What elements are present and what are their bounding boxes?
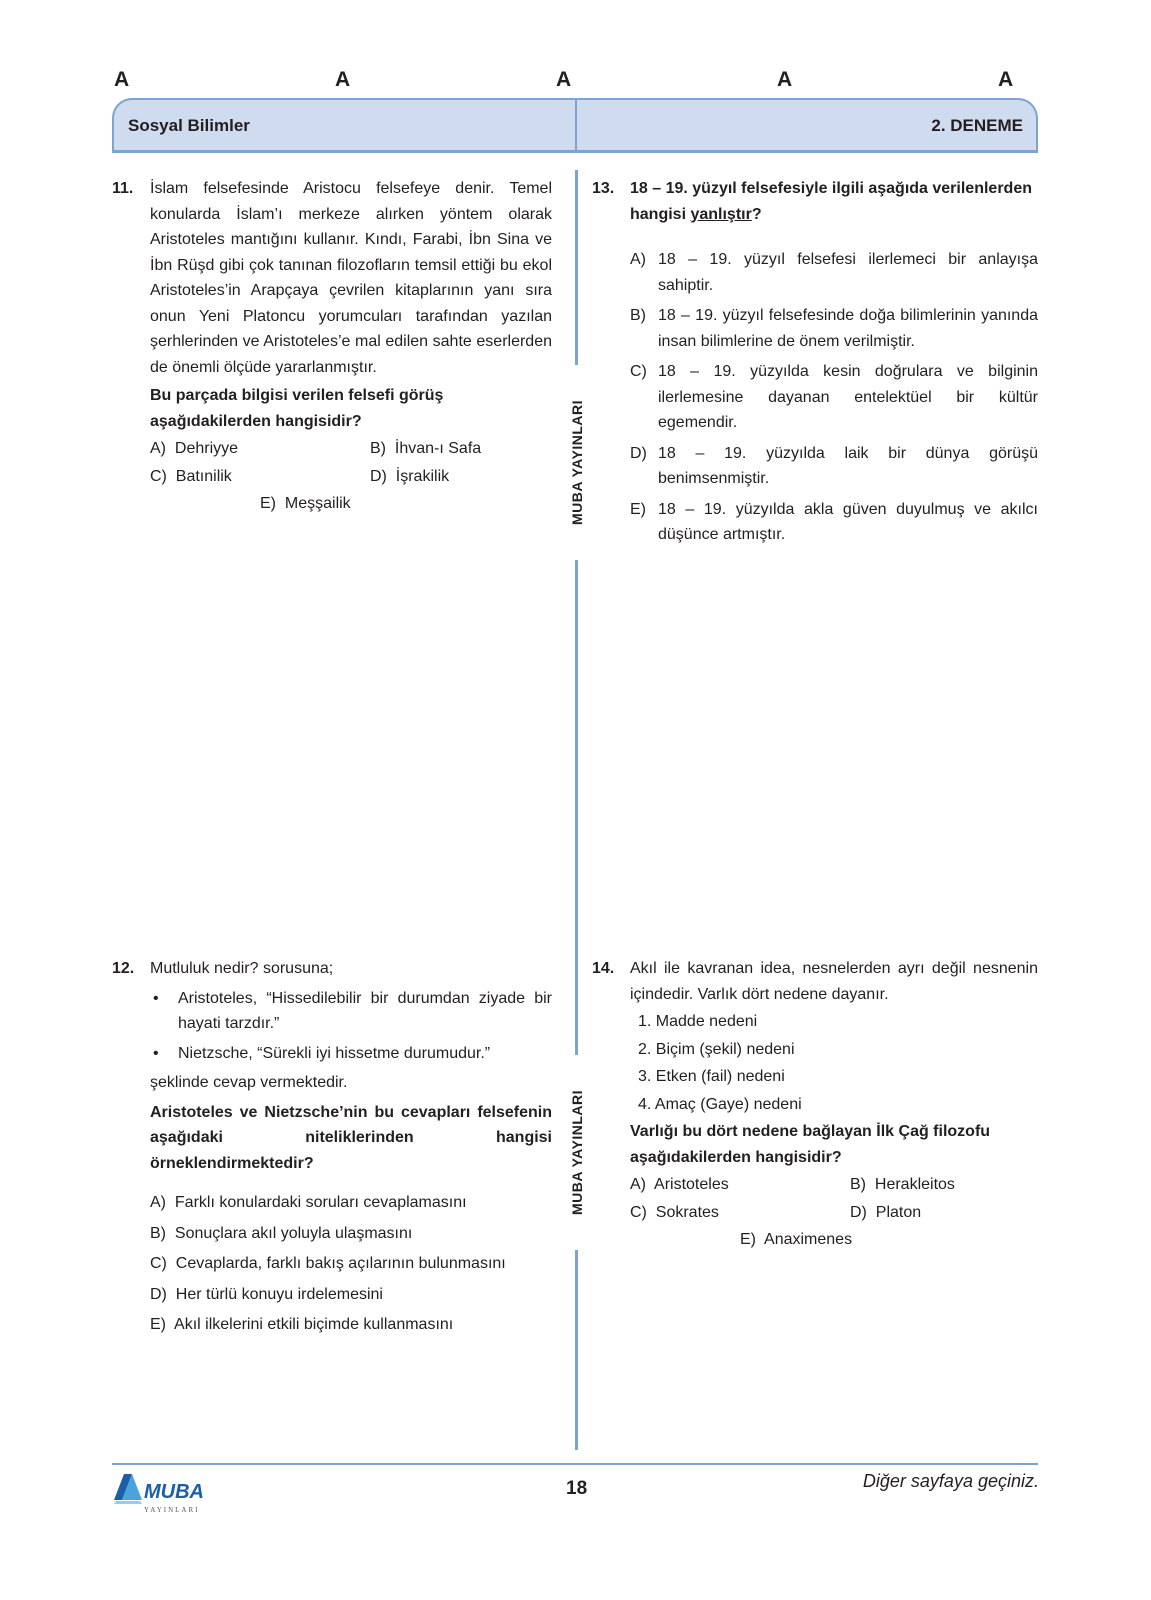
booklet-letter: A bbox=[556, 68, 572, 91]
header-divider bbox=[575, 98, 577, 153]
option-e[interactable]: E) Anaximenes bbox=[740, 1231, 853, 1248]
question-intro: Mutluluk nedir? sorusuna; bbox=[150, 960, 334, 977]
muba-logo bbox=[112, 1470, 222, 1515]
question-13 bbox=[592, 176, 1038, 548]
option-b[interactable]: B) Herakleitos bbox=[850, 1176, 955, 1193]
question-number: 13. bbox=[592, 180, 615, 197]
option-a[interactable]: A) Dehriyye bbox=[150, 440, 239, 457]
question-14 bbox=[592, 956, 1038, 1253]
question-text: Akıl ile kavranan idea, nesnelerden ayrı değil nesnenin içindedir. Varlık dört nedene dayanır. bbox=[630, 960, 1038, 1003]
cause-item: 1. Madde nedeni bbox=[638, 1013, 758, 1030]
question-outro: şeklinde cevap vermektedir. bbox=[150, 1074, 348, 1091]
watermark: MUBA YAYINLARI bbox=[569, 400, 585, 525]
option-c[interactable]: C) Cevaplarda, farklı bakış açılarının bulunmasını bbox=[150, 1255, 506, 1272]
option-d[interactable]: D) Her türlü konuyu irdelemesini bbox=[150, 1285, 383, 1303]
emphasis-underlined: yanlıştır bbox=[690, 205, 752, 223]
bullet-item: • Nietzsche, “Sürekli iyi hissetme durumudur.” bbox=[150, 1041, 552, 1067]
option-d[interactable]: D) Platon bbox=[850, 1203, 922, 1221]
bullet-icon: • bbox=[153, 989, 159, 1007]
column-divider bbox=[575, 170, 578, 365]
question-11 bbox=[112, 176, 552, 517]
question-prompt: 18 – 19. yüzyıl felsefesiyle ilgili aşağıda verilenlerden hangisi yanlıştır? bbox=[630, 180, 1032, 223]
cause-list bbox=[630, 1009, 1038, 1117]
options-row bbox=[630, 1200, 1038, 1226]
column-divider bbox=[575, 560, 578, 1055]
question-prompt: Varlığı bu dört nedene bağlayan İlk Çağ filozofu aşağıdakilerden hangisidir? bbox=[630, 1123, 991, 1166]
option-c[interactable]: C) Batınilik bbox=[150, 467, 232, 485]
subject-title: Sosyal Bilimler bbox=[128, 116, 250, 135]
question-number: 14. bbox=[592, 960, 615, 977]
option-a[interactable]: A) Aristoteles bbox=[630, 1176, 729, 1193]
svg-text:MUBA: MUBA bbox=[144, 1481, 204, 1503]
bullet-item: • Aristoteles, “Hissedilebilir bir durumdan ziyade bir hayati tarzdır.” bbox=[150, 986, 552, 1037]
cause-item: 4. Amaç (Gaye) nedeni bbox=[638, 1095, 802, 1113]
option-d[interactable]: D) 18 – 19. yüzyılda laik bir dünya görüşü benimsenmiştir. bbox=[630, 444, 1038, 487]
question-text: İslam felsefesinde Aristocu felsefeye denir. Temel konularda İslam’ı merkeze alırken yöntem olarak Aristoteles mantığını kullanır. Kındı, Farabi, İbn Sina ve İbn Rüşd gibi çok tanınan filozofların temsil ettiği bu ekol Aristoteles’in Arapçaya çevrilen kitaplarının yanı sıra onun Yeni Platoncu yorumcuları tarafından yazılan şerhlerinden ve Aristoteles’e mal edilen sahte eserlerden de önemli ölçüde yararlanmıştır. bbox=[150, 180, 552, 376]
column-divider bbox=[575, 1250, 578, 1450]
question-12 bbox=[112, 956, 552, 1338]
exam-title: 2. DENEME bbox=[931, 116, 1023, 135]
option-b[interactable]: B) Sonuçlara akıl yoluyla ulaşmasını bbox=[150, 1224, 413, 1242]
question-number: 12. bbox=[112, 960, 135, 977]
page-number: 18 bbox=[566, 1478, 588, 1499]
option-a[interactable]: A) Farklı konulardaki soruları cevaplamasını bbox=[150, 1194, 467, 1211]
booklet-letter: A bbox=[998, 68, 1014, 91]
option-e[interactable]: E) Meşşailik bbox=[260, 495, 351, 512]
bullet-icon: • bbox=[153, 1044, 159, 1062]
question-prompt: Aristoteles ve Nietzsche’nin bu cevapları felsefenin aşağıdaki niteliklerinden hangisi örneklendirmektedir? bbox=[150, 1103, 552, 1172]
option-a[interactable]: A) 18 – 19. yüzyıl felsefesi ilerlemeci bir anlayışa sahiptir. bbox=[630, 251, 1038, 294]
booklet-letter: A bbox=[335, 68, 351, 91]
option-e[interactable]: E) Akıl ilkelerini etkili biçimde kullanmasını bbox=[150, 1316, 454, 1333]
booklet-letter: A bbox=[777, 68, 793, 91]
svg-text:YAYINLARI: YAYINLARI bbox=[144, 1506, 200, 1514]
watermark: MUBA YAYINLARI bbox=[569, 1090, 585, 1215]
cause-item: 3. Etken (fail) nedeni bbox=[638, 1068, 785, 1085]
option-b[interactable]: B) 18 – 19. yüzyıl felsefesinde doğa bilimlerinin yanında insan bilimlerine de önem verilmiştir. bbox=[630, 307, 1038, 350]
option-c[interactable]: C) 18 – 19. yüzyılda kesin doğrulara ve bilginin ilerlemesine dayanan entelektüel bir kültür egemendir. bbox=[630, 363, 1038, 431]
option-d[interactable]: D) İşrakilik bbox=[370, 467, 450, 485]
footer-divider bbox=[112, 1463, 1038, 1465]
question-prompt: Bu parçada bilgisi verilen felsefi görüş aşağıdakilerden hangisidir? bbox=[150, 387, 444, 430]
option-c[interactable]: C) Sokrates bbox=[630, 1203, 719, 1221]
option-b[interactable]: B) İhvan-ı Safa bbox=[370, 440, 482, 457]
booklet-letter: A bbox=[114, 68, 130, 91]
options-row bbox=[630, 1172, 1038, 1198]
options-row bbox=[150, 436, 552, 462]
next-page-note: Diğer sayfaya geçiniz. bbox=[862, 1471, 1039, 1491]
question-number: 11. bbox=[112, 180, 134, 197]
options-row bbox=[150, 464, 552, 490]
option-e[interactable]: E) 18 – 19. yüzyılda akla güven duyulmuş ve akılcı düşünce artmıştır. bbox=[630, 500, 1038, 543]
cause-item: 2. Biçim (şekil) nedeni bbox=[638, 1040, 795, 1058]
